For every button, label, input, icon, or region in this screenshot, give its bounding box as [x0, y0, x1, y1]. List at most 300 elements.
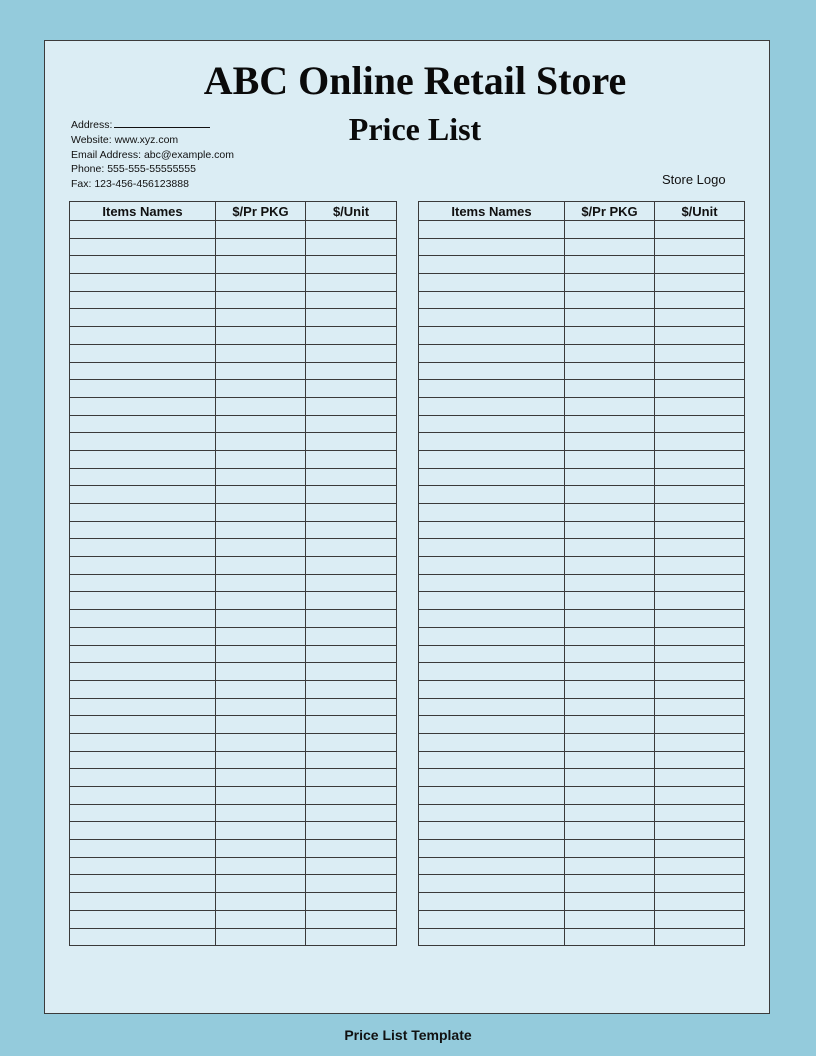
price-per-pkg-cell[interactable]	[216, 610, 306, 628]
price-per-unit-cell[interactable]	[306, 610, 397, 628]
price-per-unit-cell[interactable]	[306, 274, 397, 292]
price-per-unit-cell[interactable]	[306, 450, 397, 468]
price-per-unit-cell[interactable]	[306, 256, 397, 274]
price-per-pkg-cell[interactable]	[216, 256, 306, 274]
item-name-cell[interactable]	[70, 433, 216, 451]
table-row	[419, 327, 745, 345]
table-row	[70, 221, 397, 239]
price-per-unit-cell[interactable]	[306, 344, 397, 362]
item-name-cell[interactable]	[419, 327, 565, 345]
price-per-unit-cell[interactable]	[306, 397, 397, 415]
item-name-cell[interactable]	[419, 433, 565, 451]
price-per-pkg-cell[interactable]	[216, 309, 306, 327]
price-per-pkg-cell[interactable]	[565, 822, 655, 840]
table-row	[70, 468, 397, 486]
item-name-cell[interactable]	[419, 751, 565, 769]
item-name-cell[interactable]	[70, 857, 216, 875]
price-per-unit-cell[interactable]	[655, 468, 745, 486]
item-name-cell[interactable]	[70, 380, 216, 398]
price-per-unit-cell[interactable]	[655, 221, 745, 239]
item-name-cell[interactable]	[419, 397, 565, 415]
item-name-cell[interactable]	[419, 450, 565, 468]
price-per-unit-cell[interactable]	[306, 698, 397, 716]
price-per-pkg-cell[interactable]	[565, 840, 655, 858]
price-per-pkg-cell[interactable]	[216, 840, 306, 858]
price-per-unit-cell[interactable]	[655, 433, 745, 451]
price-per-pkg-cell[interactable]	[565, 698, 655, 716]
table-row	[419, 663, 745, 681]
item-name-cell[interactable]	[70, 716, 216, 734]
price-per-unit-cell[interactable]	[306, 486, 397, 504]
item-name-cell[interactable]	[419, 309, 565, 327]
price-per-unit-cell[interactable]	[306, 875, 397, 893]
price-per-unit-cell[interactable]	[306, 751, 397, 769]
item-name-cell[interactable]	[70, 787, 216, 805]
item-name-cell[interactable]	[419, 822, 565, 840]
item-name-cell[interactable]	[419, 893, 565, 911]
price-per-unit-cell[interactable]	[655, 397, 745, 415]
table-row	[419, 857, 745, 875]
item-name-cell[interactable]	[70, 344, 216, 362]
item-name-cell[interactable]	[419, 610, 565, 628]
item-name-cell[interactable]	[70, 822, 216, 840]
price-per-unit-cell[interactable]	[306, 574, 397, 592]
price-per-unit-cell[interactable]	[655, 362, 745, 380]
price-per-pkg-cell[interactable]	[216, 468, 306, 486]
table-row	[70, 380, 397, 398]
item-name-cell[interactable]	[419, 557, 565, 575]
price-per-pkg-cell[interactable]	[565, 274, 655, 292]
price-per-pkg-cell[interactable]	[216, 539, 306, 557]
price-per-unit-cell[interactable]	[306, 362, 397, 380]
table-row	[70, 893, 397, 911]
item-name-cell[interactable]	[70, 645, 216, 663]
item-name-cell[interactable]	[419, 380, 565, 398]
price-per-unit-cell[interactable]	[306, 627, 397, 645]
item-name-cell[interactable]	[70, 539, 216, 557]
price-per-unit-cell[interactable]	[306, 468, 397, 486]
price-per-pkg-cell[interactable]	[216, 857, 306, 875]
table-row	[419, 397, 745, 415]
item-name-cell[interactable]	[419, 645, 565, 663]
price-per-unit-cell[interactable]	[306, 521, 397, 539]
price-per-pkg-cell[interactable]	[216, 486, 306, 504]
table-row	[419, 486, 745, 504]
price-per-pkg-cell[interactable]	[565, 450, 655, 468]
price-per-unit-cell[interactable]	[655, 327, 745, 345]
price-per-pkg-cell[interactable]	[565, 486, 655, 504]
price-per-pkg-cell[interactable]	[216, 574, 306, 592]
price-per-unit-cell[interactable]	[655, 787, 745, 805]
item-name-cell[interactable]	[70, 769, 216, 787]
price-per-pkg-cell[interactable]	[565, 256, 655, 274]
price-per-pkg-cell[interactable]	[565, 433, 655, 451]
table-row	[70, 415, 397, 433]
price-per-unit-cell[interactable]	[655, 680, 745, 698]
price-per-pkg-cell[interactable]	[565, 910, 655, 928]
price-per-pkg-cell[interactable]	[216, 344, 306, 362]
item-name-cell[interactable]	[419, 769, 565, 787]
price-per-unit-cell[interactable]	[306, 380, 397, 398]
price-per-unit-cell[interactable]	[655, 910, 745, 928]
price-per-unit-cell[interactable]	[306, 291, 397, 309]
price-per-unit-cell[interactable]	[655, 309, 745, 327]
table-row	[419, 840, 745, 858]
item-name-cell[interactable]	[419, 840, 565, 858]
price-per-unit-cell[interactable]	[655, 486, 745, 504]
price-list-title: Price List	[348, 111, 482, 147]
price-per-unit-cell[interactable]	[306, 822, 397, 840]
price-per-unit-cell[interactable]	[655, 857, 745, 875]
table-row	[70, 362, 397, 380]
price-per-pkg-cell[interactable]	[216, 627, 306, 645]
item-name-cell[interactable]	[70, 450, 216, 468]
item-name-cell[interactable]	[70, 875, 216, 893]
price-per-unit-cell[interactable]	[655, 450, 745, 468]
price-per-pkg-cell[interactable]	[565, 733, 655, 751]
price-per-unit-cell[interactable]	[655, 274, 745, 292]
item-name-cell[interactable]	[419, 539, 565, 557]
table-row	[70, 450, 397, 468]
price-per-unit-cell[interactable]	[655, 574, 745, 592]
item-name-cell[interactable]	[419, 787, 565, 805]
price-per-unit-cell[interactable]	[306, 893, 397, 911]
price-per-pkg-cell[interactable]	[216, 928, 306, 946]
table-row	[419, 344, 745, 362]
item-name-cell[interactable]	[70, 309, 216, 327]
price-per-pkg-cell[interactable]	[565, 857, 655, 875]
item-name-cell[interactable]	[419, 733, 565, 751]
item-name-cell[interactable]	[419, 504, 565, 522]
price-per-unit-cell[interactable]	[655, 415, 745, 433]
price-per-unit-cell[interactable]	[655, 663, 745, 681]
price-per-unit-cell[interactable]	[306, 433, 397, 451]
price-per-unit-cell[interactable]	[306, 857, 397, 875]
price-per-unit-cell[interactable]	[306, 238, 397, 256]
price-per-pkg-cell[interactable]	[216, 716, 306, 734]
table-row	[419, 291, 745, 309]
price-per-pkg-cell[interactable]	[565, 663, 655, 681]
price-per-pkg-cell[interactable]	[565, 344, 655, 362]
column-header-price-per-pkg: $/Pr PKG	[216, 202, 306, 221]
price-per-unit-cell[interactable]	[306, 769, 397, 787]
price-per-unit-cell[interactable]	[655, 610, 745, 628]
item-name-cell[interactable]	[419, 415, 565, 433]
table-row	[70, 539, 397, 557]
item-name-cell[interactable]	[419, 344, 565, 362]
price-per-pkg-cell[interactable]	[565, 380, 655, 398]
price-per-unit-cell[interactable]	[306, 787, 397, 805]
price-per-pkg-cell[interactable]	[216, 221, 306, 239]
price-per-pkg-cell[interactable]	[565, 291, 655, 309]
price-per-pkg-cell[interactable]	[565, 415, 655, 433]
price-per-pkg-cell[interactable]	[565, 397, 655, 415]
table-row	[70, 769, 397, 787]
item-name-cell[interactable]	[70, 733, 216, 751]
price-per-pkg-cell[interactable]	[565, 893, 655, 911]
item-name-cell[interactable]	[419, 274, 565, 292]
table-row	[70, 521, 397, 539]
item-name-cell[interactable]	[419, 716, 565, 734]
item-name-cell[interactable]	[419, 928, 565, 946]
email-text: Email Address: abc@example.com	[71, 148, 234, 161]
price-per-unit-cell[interactable]	[655, 698, 745, 716]
website-text: Website: www.xyz.com	[71, 133, 179, 146]
price-per-unit-cell[interactable]	[306, 840, 397, 858]
price-per-pkg-cell[interactable]	[216, 327, 306, 345]
price-per-pkg-cell[interactable]	[565, 928, 655, 946]
price-per-unit-cell[interactable]	[655, 822, 745, 840]
item-name-cell[interactable]	[419, 574, 565, 592]
price-per-pkg-cell[interactable]	[216, 910, 306, 928]
price-per-unit-cell[interactable]	[306, 557, 397, 575]
price-per-pkg-cell[interactable]	[216, 433, 306, 451]
price-per-pkg-cell[interactable]	[216, 238, 306, 256]
item-name-cell[interactable]	[419, 910, 565, 928]
price-per-pkg-cell[interactable]	[565, 221, 655, 239]
price-per-unit-cell[interactable]	[306, 733, 397, 751]
price-per-pkg-cell[interactable]	[565, 610, 655, 628]
item-name-cell[interactable]	[70, 221, 216, 239]
item-name-cell[interactable]	[419, 592, 565, 610]
price-per-pkg-cell[interactable]	[565, 557, 655, 575]
item-name-cell[interactable]	[70, 274, 216, 292]
price-per-pkg-cell[interactable]	[565, 574, 655, 592]
table-row	[70, 627, 397, 645]
item-name-cell[interactable]	[70, 291, 216, 309]
price-per-pkg-cell[interactable]	[216, 450, 306, 468]
item-name-cell[interactable]	[419, 468, 565, 486]
price-per-unit-cell[interactable]	[655, 928, 745, 946]
price-per-pkg-cell[interactable]	[216, 415, 306, 433]
price-per-unit-cell[interactable]	[655, 645, 745, 663]
table-row	[419, 238, 745, 256]
table-row	[70, 557, 397, 575]
item-name-cell[interactable]	[419, 238, 565, 256]
item-name-cell[interactable]	[70, 238, 216, 256]
table-row	[70, 309, 397, 327]
table-row	[70, 327, 397, 345]
price-per-pkg-cell[interactable]	[216, 804, 306, 822]
table-header-row	[419, 202, 745, 221]
table-header-row	[70, 202, 397, 221]
item-name-cell[interactable]	[419, 663, 565, 681]
price-per-unit-cell[interactable]	[655, 893, 745, 911]
contact-block	[71, 117, 234, 192]
price-per-unit-cell[interactable]	[655, 769, 745, 787]
price-per-pkg-cell[interactable]	[565, 804, 655, 822]
price-per-pkg-cell[interactable]	[216, 521, 306, 539]
item-name-cell[interactable]	[70, 663, 216, 681]
price-per-pkg-cell[interactable]	[216, 893, 306, 911]
table-row	[419, 539, 745, 557]
price-per-pkg-cell[interactable]	[565, 504, 655, 522]
price-per-pkg-cell[interactable]	[216, 397, 306, 415]
price-per-unit-cell[interactable]	[655, 875, 745, 893]
price-per-pkg-cell[interactable]	[216, 557, 306, 575]
price-per-pkg-cell[interactable]	[565, 327, 655, 345]
price-per-unit-cell[interactable]	[655, 592, 745, 610]
item-name-cell[interactable]	[70, 362, 216, 380]
price-per-unit-cell[interactable]	[306, 663, 397, 681]
price-per-pkg-cell[interactable]	[565, 468, 655, 486]
table-row	[70, 645, 397, 663]
price-per-unit-cell[interactable]	[306, 309, 397, 327]
price-per-pkg-cell[interactable]	[216, 274, 306, 292]
price-per-pkg-cell[interactable]	[565, 309, 655, 327]
price-per-unit-cell[interactable]	[655, 627, 745, 645]
price-per-pkg-cell[interactable]	[565, 539, 655, 557]
price-per-pkg-cell[interactable]	[216, 380, 306, 398]
item-name-cell[interactable]	[70, 751, 216, 769]
item-name-cell[interactable]	[70, 468, 216, 486]
table-row	[70, 238, 397, 256]
price-per-unit-cell[interactable]	[655, 521, 745, 539]
price-per-pkg-cell[interactable]	[216, 362, 306, 380]
price-per-unit-cell[interactable]	[306, 680, 397, 698]
item-name-cell[interactable]	[70, 592, 216, 610]
item-name-cell[interactable]	[70, 893, 216, 911]
price-per-unit-cell[interactable]	[306, 327, 397, 345]
price-per-pkg-cell[interactable]	[216, 733, 306, 751]
table-body-right	[419, 221, 745, 946]
table-row	[70, 910, 397, 928]
address-blank-line[interactable]	[114, 117, 210, 128]
price-per-unit-cell[interactable]	[306, 504, 397, 522]
price-per-pkg-cell[interactable]	[565, 521, 655, 539]
table-row	[419, 769, 745, 787]
table-row	[419, 875, 745, 893]
price-per-pkg-cell[interactable]	[216, 504, 306, 522]
price-per-pkg-cell[interactable]	[216, 680, 306, 698]
price-per-unit-cell[interactable]	[655, 380, 745, 398]
price-per-unit-cell[interactable]	[655, 716, 745, 734]
item-name-cell[interactable]	[419, 256, 565, 274]
column-header-price-per-unit: $/Unit	[655, 202, 745, 221]
table-row	[70, 787, 397, 805]
item-name-cell[interactable]	[419, 857, 565, 875]
price-per-unit-cell[interactable]	[655, 733, 745, 751]
price-per-pkg-cell[interactable]	[216, 645, 306, 663]
price-per-unit-cell[interactable]	[306, 592, 397, 610]
table-row	[419, 645, 745, 663]
price-per-unit-cell[interactable]	[306, 804, 397, 822]
item-name-cell[interactable]	[70, 804, 216, 822]
price-table-right	[418, 201, 745, 946]
price-per-unit-cell[interactable]	[655, 504, 745, 522]
item-name-cell[interactable]	[70, 680, 216, 698]
item-name-cell[interactable]	[70, 627, 216, 645]
price-list-sheet	[44, 40, 770, 1014]
column-header-item-names: Items Names	[419, 202, 565, 221]
price-per-pkg-cell[interactable]	[565, 362, 655, 380]
price-per-pkg-cell[interactable]	[565, 645, 655, 663]
price-per-pkg-cell[interactable]	[216, 663, 306, 681]
table-row	[419, 627, 745, 645]
price-per-unit-cell[interactable]	[306, 539, 397, 557]
price-per-unit-cell[interactable]	[655, 256, 745, 274]
price-per-pkg-cell[interactable]	[565, 787, 655, 805]
price-per-unit-cell[interactable]	[306, 415, 397, 433]
price-per-unit-cell[interactable]	[306, 221, 397, 239]
price-per-pkg-cell[interactable]	[565, 769, 655, 787]
price-per-pkg-cell[interactable]	[216, 875, 306, 893]
item-name-cell[interactable]	[70, 698, 216, 716]
table-row	[419, 787, 745, 805]
item-name-cell[interactable]	[70, 557, 216, 575]
table-row	[70, 610, 397, 628]
item-name-cell[interactable]	[70, 327, 216, 345]
price-per-pkg-cell[interactable]	[565, 716, 655, 734]
table-row	[419, 521, 745, 539]
price-per-pkg-cell[interactable]	[565, 751, 655, 769]
table-row	[70, 663, 397, 681]
item-name-cell[interactable]	[419, 698, 565, 716]
price-per-unit-cell[interactable]	[655, 804, 745, 822]
item-name-cell[interactable]	[419, 875, 565, 893]
price-per-pkg-cell[interactable]	[216, 592, 306, 610]
price-per-unit-cell[interactable]	[655, 344, 745, 362]
price-per-unit-cell[interactable]	[306, 910, 397, 928]
item-name-cell[interactable]	[419, 221, 565, 239]
price-per-pkg-cell[interactable]	[216, 822, 306, 840]
price-per-pkg-cell[interactable]	[565, 875, 655, 893]
table-row	[419, 380, 745, 398]
table-row	[419, 733, 745, 751]
item-name-cell[interactable]	[419, 362, 565, 380]
item-name-cell[interactable]	[419, 680, 565, 698]
price-per-unit-cell[interactable]	[306, 928, 397, 946]
item-name-cell[interactable]	[419, 291, 565, 309]
price-per-unit-cell[interactable]	[655, 751, 745, 769]
item-name-cell[interactable]	[419, 486, 565, 504]
item-name-cell[interactable]	[419, 804, 565, 822]
price-per-pkg-cell[interactable]	[216, 787, 306, 805]
phone-text: Phone: 555-555-55555555	[71, 163, 196, 176]
price-per-unit-cell[interactable]	[306, 645, 397, 663]
item-name-cell[interactable]	[419, 521, 565, 539]
item-name-cell[interactable]	[70, 928, 216, 946]
price-per-pkg-cell[interactable]	[216, 291, 306, 309]
price-per-pkg-cell[interactable]	[565, 238, 655, 256]
price-per-unit-cell[interactable]	[655, 539, 745, 557]
item-name-cell[interactable]	[70, 574, 216, 592]
item-name-cell[interactable]	[70, 415, 216, 433]
price-per-unit-cell[interactable]	[655, 840, 745, 858]
table-row	[70, 256, 397, 274]
item-name-cell[interactable]	[70, 504, 216, 522]
item-name-cell[interactable]	[70, 486, 216, 504]
item-name-cell[interactable]	[70, 397, 216, 415]
price-per-pkg-cell[interactable]	[216, 769, 306, 787]
item-name-cell[interactable]	[70, 840, 216, 858]
item-name-cell[interactable]	[419, 627, 565, 645]
item-name-cell[interactable]	[70, 610, 216, 628]
price-per-pkg-cell[interactable]	[565, 592, 655, 610]
price-per-unit-cell[interactable]	[306, 716, 397, 734]
price-per-pkg-cell[interactable]	[565, 627, 655, 645]
price-per-unit-cell[interactable]	[655, 557, 745, 575]
item-name-cell[interactable]	[70, 910, 216, 928]
price-per-pkg-cell[interactable]	[565, 680, 655, 698]
item-name-cell[interactable]	[70, 256, 216, 274]
price-per-unit-cell[interactable]	[655, 238, 745, 256]
item-name-cell[interactable]	[70, 521, 216, 539]
price-per-pkg-cell[interactable]	[216, 698, 306, 716]
table-row	[419, 716, 745, 734]
price-per-pkg-cell[interactable]	[216, 751, 306, 769]
price-per-unit-cell[interactable]	[655, 291, 745, 309]
